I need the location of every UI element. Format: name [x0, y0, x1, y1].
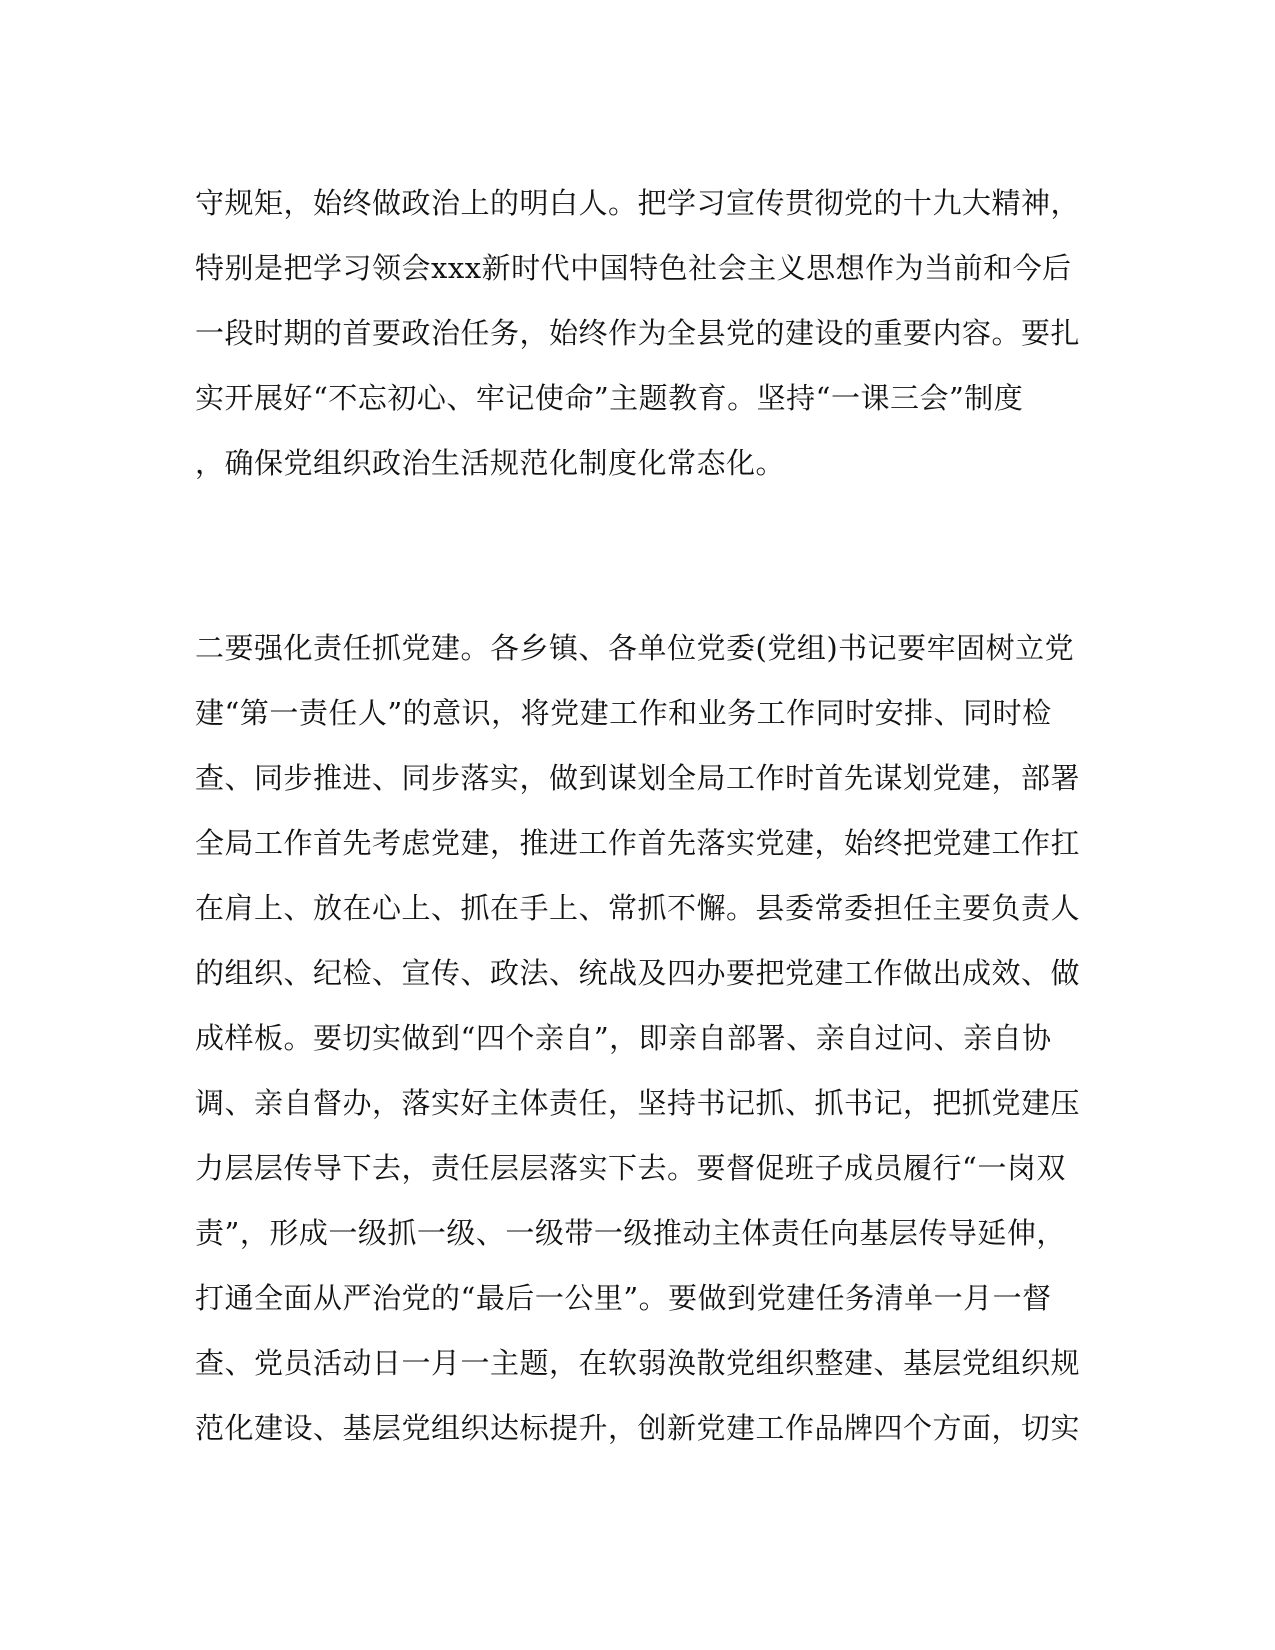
text-line: 责”，形成一级抓一级、一级带一级推动主体责任向基层传导延伸， — [195, 1216, 1066, 1250]
paragraph-political-awareness — [195, 171, 1081, 496]
text-line: 范化建设、基层党组织达标提升，创新党建工作品牌四个方面，切实 — [195, 1411, 1081, 1445]
text-line: 守规矩，始终做政治上的明白人。把学习宣传贯彻党的十九大精神， — [195, 186, 1081, 220]
text-line: 打通全面从严治党的“最后一公里”。要做到党建任务清单一月一督 — [195, 1281, 1052, 1315]
text-line: 建“第一责任人”的意识，将党建工作和业务工作同时安排、同时检 — [195, 696, 1052, 730]
text-line: 二要强化责任抓党建。各乡镇、各单位党委(党组)书记要牢固树立党 — [195, 631, 1075, 665]
text-line: 全局工作首先考虑党建，推进工作首先落实党建，始终把党建工作扛 — [195, 826, 1081, 860]
text-line: 成样板。要切实做到“四个亲自”，即亲自部署、亲自过问、亲自协 — [195, 1021, 1052, 1055]
text-line: 的组织、纪检、宣传、政法、统战及四办要把党建工作做出成效、做 — [195, 956, 1081, 990]
paragraph-responsibility — [195, 616, 1081, 1461]
text-line: ，确保党组织政治生活规范化制度化常态化。 — [195, 446, 786, 480]
text-line: 查、同步推进、同步落实，做到谋划全局工作时首先谋划党建，部署 — [195, 761, 1081, 795]
text-line: 实开展好“不忘初心、牢记使命”主题教育。坚持“一课三会”制度 — [195, 381, 1024, 415]
text-line: 特别是把学习领会xxx新时代中国特色社会主义思想作为当前和今后 — [195, 251, 1072, 285]
text-line: 在肩上、放在心上、抓在手上、常抓不懈。县委常委担任主要负责人 — [195, 891, 1081, 925]
text-line: 力层层传导下去，责任层层落实下去。要督促班子成员履行“一岗双 — [195, 1151, 1066, 1185]
text-line: 调、亲自督办，落实好主体责任，坚持书记抓、抓书记，把抓党建压 — [195, 1086, 1081, 1120]
text-line: 一段时期的首要政治任务，始终作为全县党的建设的重要内容。要扎 — [195, 316, 1081, 350]
text-line: 查、党员活动日一月一主题，在软弱涣散党组织整建、基层党组织规 — [195, 1346, 1081, 1380]
